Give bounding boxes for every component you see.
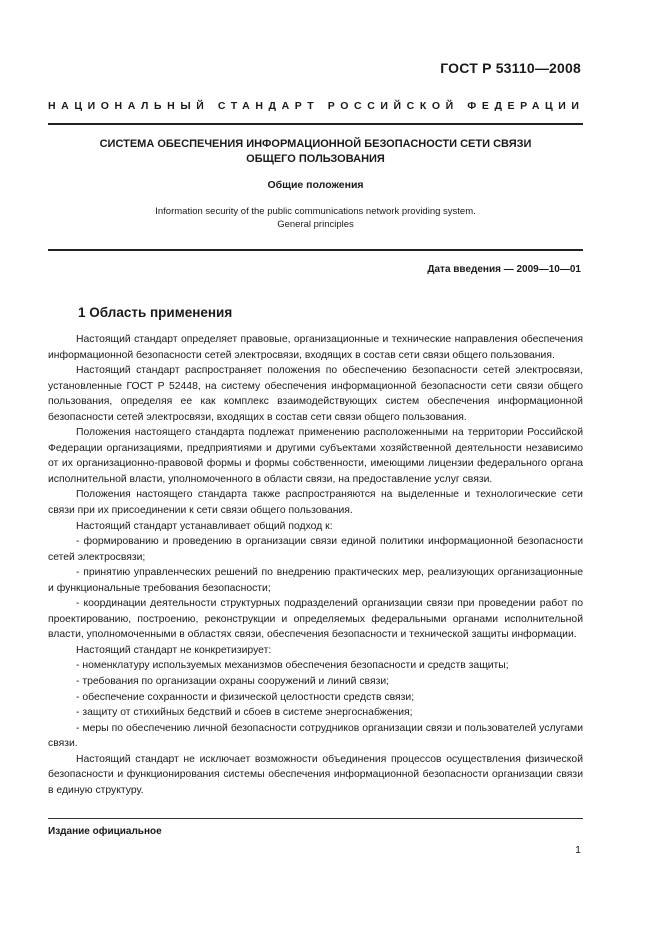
list-item: - формированию и проведению в организации связи единой политики информационной безопасности сетей электросвязи;: [48, 536, 583, 563]
document-subtitle: Общие положения: [267, 179, 364, 191]
paragraph: Положения настоящего стандарта подлежат применению расположенными на территории Российской Федерации организациями, предприятиями и другими субъектами хозяйственной деятельности независимо от их организационно-правовой формы и формы собственности, имеющими лицензии федерального органа исполнительной власти, уполномоченного в области связи, на предоставление услуг связи.: [48, 427, 583, 485]
title-divider: [48, 249, 583, 251]
section-heading: 1 Область применения: [78, 305, 233, 320]
paragraph: Настоящий стандарт устанавливает общий подход к:: [76, 520, 333, 532]
document-title-line2: ОБЩЕГО ПОЛЬЗОВАНИЯ: [246, 153, 385, 165]
paragraph: Настоящий стандарт не исключает возможности объединения процессов осуществления физической безопасности и функционирования системы обеспечения информационной безопасности организации связи в единую структуру.: [48, 753, 583, 796]
introduction-date: Дата введения — 2009—10—01: [427, 264, 581, 275]
footer-divider: [48, 818, 583, 819]
edition-label: Издание официальное: [48, 826, 162, 837]
header-divider: [48, 123, 583, 125]
english-title-line1: Information security of the public communications network providing system.: [155, 206, 476, 217]
document-title-line1: СИСТЕМА ОБЕСПЕЧЕНИЯ ИНФОРМАЦИОННОЙ БЕЗОПАСНОСТИ СЕТИ СВЯЗИ: [99, 138, 532, 150]
list-item: - меры по обеспечению личной безопасности сотрудников организации связи и пользователей услугами связи.: [48, 722, 583, 750]
document-title: [48, 137, 583, 167]
paragraph: Настоящий стандарт распространяет положения по обеспечению безопасности сетей электросвязи, установленные ГОСТ Р 52448, на систему обеспечения информационной безопасности сети связи общего пользования, определяя ее как комплекс взаимодействующих систем обеспечения информационной безопасности сетей электросвязи, входящих в состав сети связи общего пользования.: [48, 365, 583, 423]
list-item: - координации деятельности структурных подразделений организации связи при проведении работ по проектированию, построению, реконструкции и определяемых федеральными органами исполнительной власти, уполномоченными в областях связи, обеспечения безопасности и технической защиты информации.: [48, 598, 583, 641]
list-item: - принятию управленческих решений по внедрению практических мер, реализующих организационные и функциональные требования безопасности;: [48, 567, 583, 594]
paragraph: Настоящий стандарт не конкретизирует:: [76, 644, 272, 656]
list-item: - обеспечение сохранности и физической целостности средств связи;: [76, 691, 415, 703]
document-code: ГОСТ Р 53110—2008: [440, 60, 581, 76]
list-item: - требования по организации охраны сооружений и линий связи;: [76, 676, 390, 688]
english-title: [48, 206, 583, 231]
national-standard-heading: НАЦИОНАЛЬНЫЙ СТАНДАРТ РОССИЙСКОЙ ФЕДЕРАЦИИ: [48, 100, 585, 112]
list-item: - номенклатуру используемых механизмов обеспечения безопасности и средств защиты;: [76, 660, 509, 672]
english-title-line2: General principles: [277, 218, 354, 230]
paragraph: Положения настоящего стандарта также распространяются на выделенные и технологические сети связи при их присоединении к сети связи общего пользования.: [48, 489, 583, 517]
page-number: 1: [575, 844, 581, 856]
paragraph: Настоящий стандарт определяет правовые, организационные и технические направления обеспечения информационной безопасности сетей электросвязи, входящих в состав сети связи общего пользования.: [48, 334, 583, 361]
section-body: [48, 332, 583, 798]
list-item: - защиту от стихийных бедствий и сбоев в системе энергоснабжения;: [76, 707, 413, 719]
